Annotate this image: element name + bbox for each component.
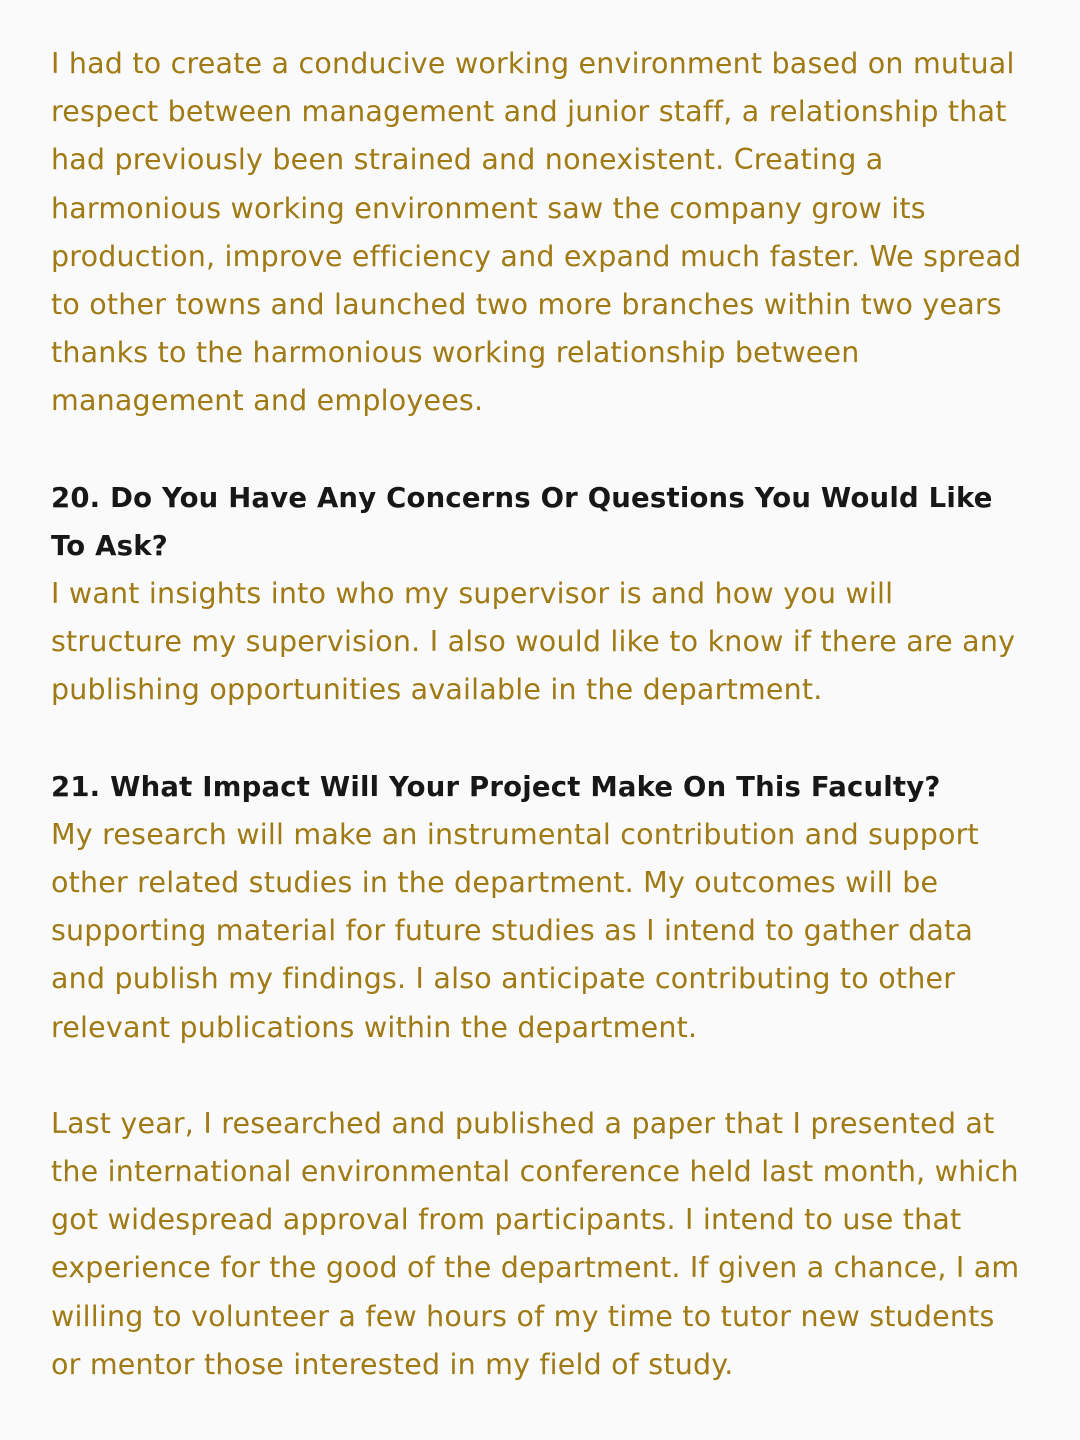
question-21-answer: My research will make an instrumental contribution and support other related studies in the department. My outcomes will be supporting material for future studies as I intend to gather data and publish my findings. I also anticipate contributing to other relevant publications within the department. <box>51 817 979 1044</box>
question-20-heading: 20. Do You Have Any Concerns Or Questions You Would Like To Ask? <box>51 481 993 562</box>
section-spacer <box>51 426 1030 474</box>
question-21-answer-continued: Last year, I researched and published a paper that I presented at the international environmental conference held last month, which got widespread approval from participants. I intend to use that experience for the good of the department. If given a chance, I am willing to volunteer a few hours of my time to tutor new students or mentor those interested in my field of study. <box>51 1106 1020 1381</box>
intro-paragraph: I had to create a conducive working environment based on mutual respect between management and junior staff, a relationship that had previously been strained and nonexistent. Creating a harmonious working environment saw the company grow its production, improve efficiency and expand much faster. We spread to other towns and launched two more branches within two years thanks to the harmonious working relationship between management and employees. <box>51 47 1022 418</box>
section-spacer <box>51 715 1030 763</box>
paragraph-spacer <box>51 1052 1030 1100</box>
question-20-answer: I want insights into who my supervisor is and how you will structure my supervision. I also would like to know if there are any publishing opportunities available in the department. <box>51 577 1016 707</box>
question-21-heading: 21. What Impact Will Your Project Make On This Faculty? <box>51 770 941 803</box>
